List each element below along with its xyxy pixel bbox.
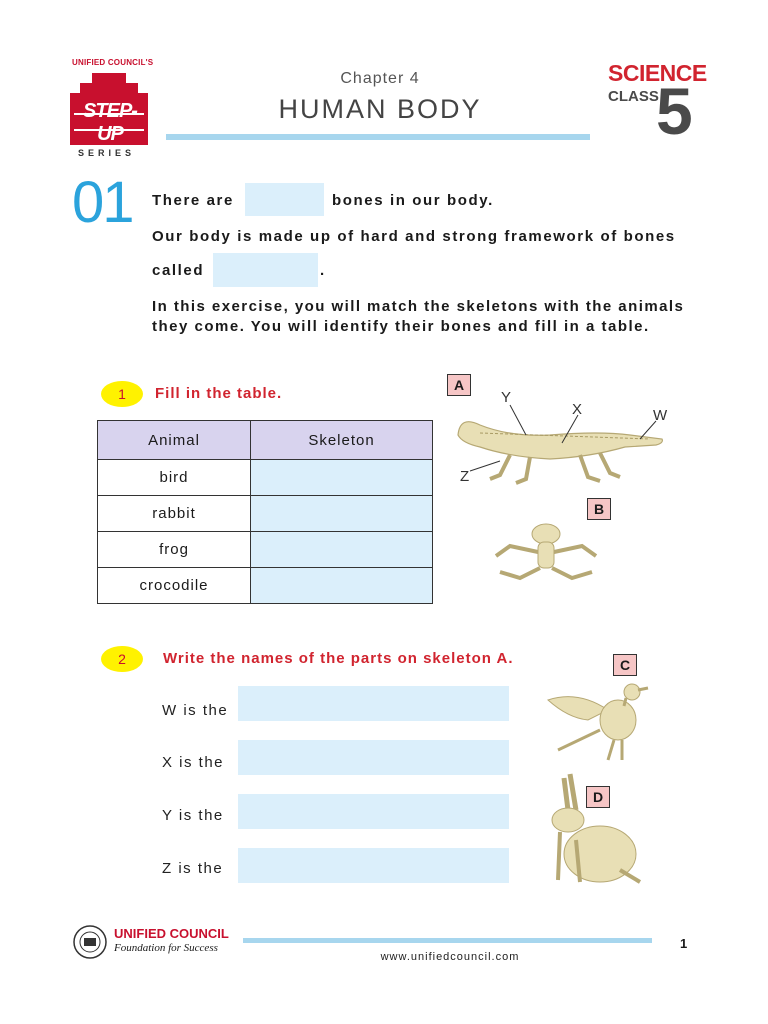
part-x-answer[interactable]	[238, 740, 509, 775]
framework-blank[interactable]	[213, 253, 318, 287]
skeleton-answer-cell[interactable]	[251, 496, 433, 532]
part-z-label: Z is the	[162, 860, 224, 877]
sentence-3-end: .	[320, 262, 326, 279]
skeleton-answer-cell[interactable]	[251, 532, 433, 568]
footer-url[interactable]: www.unifiedcouncil.com	[380, 951, 520, 963]
pointer-label-w: W	[653, 407, 668, 424]
question-2-text: Write the names of the parts on skeleton A.	[163, 650, 514, 667]
match-table	[97, 420, 433, 604]
column-header-animal: Animal	[98, 421, 251, 460]
table-row	[98, 496, 433, 532]
part-y-answer[interactable]	[238, 794, 509, 829]
table-header-row	[98, 421, 433, 460]
footer-tagline: Foundation for Success	[114, 942, 218, 954]
table-row	[98, 568, 433, 604]
question-1-badge: 1	[101, 381, 143, 407]
frog-skeleton-image	[490, 512, 602, 582]
class-label: CLASS	[608, 88, 659, 105]
animal-cell: rabbit	[98, 496, 251, 532]
sentence-1-end: bones in our body.	[332, 192, 494, 209]
part-w-label: W is the	[162, 702, 229, 719]
skeleton-answer-cell[interactable]	[251, 460, 433, 496]
question-2-badge: 2	[101, 646, 143, 672]
page-title: HUMAN BODY	[278, 94, 482, 124]
table-row	[98, 532, 433, 568]
question-1-text: Fill in the table.	[155, 385, 283, 402]
part-z-answer[interactable]	[238, 848, 509, 883]
logo-wordmark: STEP-UP	[83, 100, 137, 145]
part-w-answer[interactable]	[238, 686, 509, 721]
sentence-1-start: There are	[152, 192, 234, 209]
sentence-3-start: called	[152, 262, 205, 279]
logo-caption: UNIFIED COUNCIL'S	[72, 58, 154, 67]
pointer-label-y: Y	[501, 389, 512, 406]
page-number: 1	[680, 936, 688, 951]
unified-council-seal-icon	[72, 924, 108, 960]
logo-series: SERIES	[78, 148, 136, 158]
class-number: 5	[656, 74, 693, 148]
footer-line	[243, 938, 652, 943]
chapter-label: Chapter 4	[340, 70, 420, 87]
title-underline	[166, 134, 590, 140]
skeleton-a-label: A	[447, 374, 471, 396]
pointer-lines	[460, 395, 670, 485]
table-row	[98, 460, 433, 496]
column-header-skeleton: Skeleton	[251, 421, 433, 460]
subject-label: SCIENCE	[608, 60, 707, 86]
animal-cell: frog	[98, 532, 251, 568]
part-y-label: Y is the	[162, 807, 224, 824]
skeleton-b-label: B	[587, 498, 611, 520]
skeleton-c-label: C	[613, 654, 637, 676]
bird-skeleton-image	[538, 680, 650, 766]
pointer-label-x: X	[572, 401, 583, 418]
bones-count-blank[interactable]	[245, 183, 324, 216]
part-x-label: X is the	[162, 754, 225, 771]
section-number: 01	[72, 170, 133, 235]
pointer-label-z: Z	[460, 468, 470, 485]
animal-cell: crocodile	[98, 568, 251, 604]
footer-org-name: UNIFIED COUNCIL	[114, 926, 229, 941]
sentence-2: Our body is made up of hard and strong framework of bones	[152, 228, 676, 245]
instruction-line-2: they come. You will identify their bones and fill in a table.	[152, 318, 650, 335]
animal-cell: bird	[98, 460, 251, 496]
skeleton-answer-cell[interactable]	[251, 568, 433, 604]
skeleton-d-label: D	[586, 786, 610, 808]
instruction-line-1: In this exercise, you will match the skeletons with the animals	[152, 298, 685, 315]
rabbit-skeleton-image	[540, 770, 646, 888]
